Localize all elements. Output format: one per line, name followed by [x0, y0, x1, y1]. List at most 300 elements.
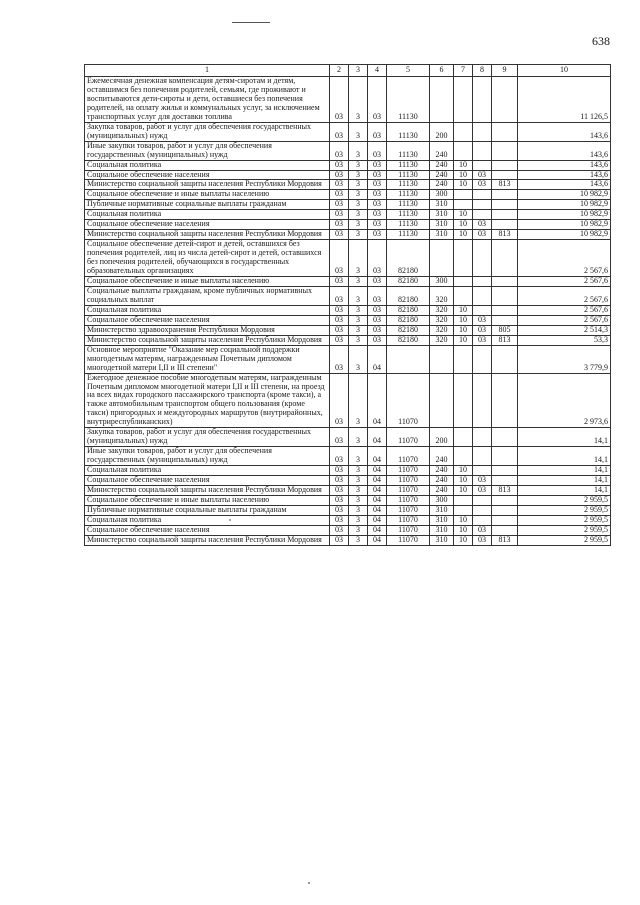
code-cell: 3	[349, 141, 368, 160]
code-cell: 3	[349, 466, 368, 476]
code-cell	[492, 240, 518, 277]
code-cell: 03	[473, 325, 492, 335]
code-cell: 240	[430, 447, 454, 466]
code-cell: 10	[454, 305, 473, 315]
code-cell	[430, 240, 454, 277]
code-cell: 11070	[387, 466, 430, 476]
page-number: 638	[592, 34, 610, 48]
code-cell: 03	[368, 230, 387, 240]
header-cell: 4	[368, 65, 387, 77]
code-cell: 11130	[387, 220, 430, 230]
code-cell: 03	[330, 495, 349, 505]
code-cell	[473, 305, 492, 315]
amount-cell: 14,1	[518, 466, 611, 476]
header-cell: 2	[330, 65, 349, 77]
code-cell: 310	[430, 535, 454, 545]
table-row	[85, 315, 611, 325]
code-cell: 03	[330, 160, 349, 170]
code-cell: 3	[349, 277, 368, 287]
table-row	[85, 200, 611, 210]
code-cell: 3	[349, 286, 368, 305]
code-cell: 11130	[387, 141, 430, 160]
code-cell: 3	[349, 345, 368, 373]
code-cell: 11070	[387, 525, 430, 535]
code-cell: 04	[368, 466, 387, 476]
code-cell: 3	[349, 220, 368, 230]
code-cell: 82180	[387, 335, 430, 345]
code-cell: 03	[473, 476, 492, 486]
amount-cell: 2 567,6	[518, 286, 611, 305]
code-cell	[492, 305, 518, 315]
code-cell: 03	[368, 240, 387, 277]
table-row	[85, 515, 611, 525]
code-cell: 11130	[387, 190, 430, 200]
code-cell	[454, 286, 473, 305]
code-cell: 11130	[387, 170, 430, 180]
code-cell: 03	[330, 240, 349, 277]
code-cell	[492, 122, 518, 141]
code-cell: 03	[368, 277, 387, 287]
code-cell: 03	[368, 220, 387, 230]
code-cell: 03	[330, 305, 349, 315]
row-label: Социальное обеспечение населения	[85, 525, 330, 535]
code-cell	[492, 447, 518, 466]
table-row	[85, 190, 611, 200]
code-cell: 03	[330, 220, 349, 230]
code-cell: 300	[430, 495, 454, 505]
code-cell: 11070	[387, 505, 430, 515]
code-cell	[492, 505, 518, 515]
code-cell	[454, 122, 473, 141]
code-cell: 240	[430, 476, 454, 486]
code-cell: 310	[430, 220, 454, 230]
code-cell: 03	[330, 466, 349, 476]
code-cell: 11130	[387, 180, 430, 190]
code-cell: 10	[454, 476, 473, 486]
row-label: Закупка товаров, работ и услуг для обеспечения государственных (муниципальных) нужд	[85, 428, 330, 447]
code-cell: 240	[430, 466, 454, 476]
code-cell: 3	[349, 210, 368, 220]
row-label: Иные закупки товаров, работ и услуг для обеспечения государственных (муниципальных) нужд	[85, 141, 330, 160]
table-row	[85, 495, 611, 505]
amount-cell: 53,3	[518, 335, 611, 345]
table-row	[85, 160, 611, 170]
code-cell: 3	[349, 315, 368, 325]
row-label: Министерство социальной защиты населения Республики Мордовия	[85, 535, 330, 545]
row-label: Публичные нормативные социальные выплаты гражданам	[85, 200, 330, 210]
row-label: Социальные выплаты гражданам, кроме публичных нормативных социальных выплат	[85, 286, 330, 305]
code-cell: 03	[330, 428, 349, 447]
code-cell: 3	[349, 230, 368, 240]
code-cell: 10	[454, 160, 473, 170]
header-cell: 6	[430, 65, 454, 77]
code-cell: 10	[454, 210, 473, 220]
code-cell: 82180	[387, 286, 430, 305]
code-cell: 03	[330, 286, 349, 305]
code-cell: 03	[368, 200, 387, 210]
code-cell	[430, 345, 454, 373]
code-cell: 03	[330, 373, 349, 428]
code-cell: 3	[349, 535, 368, 545]
amount-cell: 2 567,6	[518, 305, 611, 315]
code-cell: 03	[473, 535, 492, 545]
amount-cell: 3 779,9	[518, 345, 611, 373]
table-row	[85, 466, 611, 476]
code-cell	[473, 447, 492, 466]
amount-cell: 2 959,5	[518, 515, 611, 525]
code-cell	[473, 345, 492, 373]
row-label: Социальная политика	[85, 210, 330, 220]
code-cell: 82180	[387, 325, 430, 335]
row-label: Иные закупки товаров, работ и услуг для обеспечения государственных (муниципальных) нужд	[85, 447, 330, 466]
table-row	[85, 240, 611, 277]
code-cell: 11130	[387, 160, 430, 170]
code-cell	[454, 447, 473, 466]
header-cell: 10	[518, 65, 611, 77]
table-row	[85, 447, 611, 466]
code-cell: 813	[492, 485, 518, 495]
table-row	[85, 180, 611, 190]
code-cell: 03	[330, 180, 349, 190]
table-row	[85, 485, 611, 495]
code-cell: 10	[454, 466, 473, 476]
code-cell	[454, 200, 473, 210]
code-cell	[473, 495, 492, 505]
code-cell: 11070	[387, 373, 430, 428]
code-cell	[492, 373, 518, 428]
code-cell: 3	[349, 335, 368, 345]
code-cell: 3	[349, 447, 368, 466]
code-cell: 04	[368, 525, 387, 535]
code-cell: 3	[349, 476, 368, 486]
code-cell: 3	[349, 305, 368, 315]
code-cell: 03	[330, 122, 349, 141]
header-cell: 3	[349, 65, 368, 77]
amount-cell: 10 982,9	[518, 210, 611, 220]
header-row	[85, 65, 611, 77]
code-cell: 3	[349, 485, 368, 495]
table-row	[85, 428, 611, 447]
amount-cell: 2 959,5	[518, 535, 611, 545]
code-cell: 10	[454, 485, 473, 495]
code-cell: 813	[492, 230, 518, 240]
amount-cell: 143,6	[518, 141, 611, 160]
code-cell: 03	[330, 525, 349, 535]
code-cell: 10	[454, 325, 473, 335]
code-cell: 310	[430, 230, 454, 240]
code-cell: 03	[368, 325, 387, 335]
header-cell: 8	[473, 65, 492, 77]
code-cell: 03	[368, 335, 387, 345]
header-cell: 9	[492, 65, 518, 77]
table-row	[85, 141, 611, 160]
code-cell	[492, 277, 518, 287]
code-cell: 813	[492, 180, 518, 190]
amount-cell: 2 514,3	[518, 325, 611, 335]
code-cell: 03	[473, 335, 492, 345]
code-cell: 03	[330, 170, 349, 180]
row-label: Социальное обеспечение детей-сирот и детей, оставшихся без попечения родителей, лиц из числа детей-сирот и детей, оставшихся без попечения родителей, обучающихся в государственных образовательных организациях	[85, 240, 330, 277]
amount-cell: 143,6	[518, 160, 611, 170]
code-cell: 03	[330, 505, 349, 515]
amount-cell: 14,1	[518, 485, 611, 495]
row-label: Министерство социальной защиты населения Республики Мордовия	[85, 230, 330, 240]
code-cell	[492, 315, 518, 325]
code-cell	[492, 428, 518, 447]
table-row	[85, 373, 611, 428]
code-cell: 11130	[387, 200, 430, 210]
code-cell: 10	[454, 335, 473, 345]
code-cell: 310	[430, 515, 454, 525]
code-cell: 11070	[387, 476, 430, 486]
row-label: Социальное обеспечение населения	[85, 220, 330, 230]
code-cell: 03	[368, 170, 387, 180]
amount-cell: 11 126,5	[518, 77, 611, 123]
code-cell: 82180	[387, 315, 430, 325]
code-cell: 04	[368, 428, 387, 447]
code-cell: 03	[473, 170, 492, 180]
code-cell	[473, 190, 492, 200]
code-cell: 04	[368, 535, 387, 545]
code-cell: 03	[368, 286, 387, 305]
code-cell	[492, 345, 518, 373]
code-cell: 10	[454, 220, 473, 230]
code-cell: 04	[368, 447, 387, 466]
code-cell: 11070	[387, 515, 430, 525]
table-row	[85, 230, 611, 240]
code-cell: 240	[430, 141, 454, 160]
code-cell	[492, 160, 518, 170]
code-cell: 3	[349, 180, 368, 190]
row-label: Основное мероприятие "Оказание мер социальной поддержки многодетным матерям, награжденным Почетным дипломом многодетной матери I,II и III степени"	[85, 345, 330, 373]
table-row	[85, 77, 611, 123]
amount-cell: 10 982,9	[518, 190, 611, 200]
code-cell: 310	[430, 525, 454, 535]
code-cell	[492, 141, 518, 160]
code-cell: 03	[368, 210, 387, 220]
code-cell: 03	[473, 485, 492, 495]
code-cell: 320	[430, 335, 454, 345]
table-row	[85, 345, 611, 373]
code-cell: 04	[368, 476, 387, 486]
code-cell: 240	[430, 485, 454, 495]
table-row	[85, 122, 611, 141]
code-cell: 310	[430, 200, 454, 210]
code-cell: 03	[330, 190, 349, 200]
table-row	[85, 277, 611, 287]
row-label: Социальное обеспечение населения	[85, 170, 330, 180]
table-row	[85, 170, 611, 180]
code-cell: 03	[330, 485, 349, 495]
code-cell: 03	[330, 315, 349, 325]
code-cell: 03	[368, 160, 387, 170]
code-cell: 10	[454, 515, 473, 525]
code-cell: 10	[454, 315, 473, 325]
code-cell: 04	[368, 505, 387, 515]
code-cell	[454, 141, 473, 160]
code-cell: 03	[330, 77, 349, 123]
table-row	[85, 286, 611, 305]
row-label: Социальная политика	[85, 466, 330, 476]
row-label: Министерство социальной защиты населения Республики Мордовия	[85, 485, 330, 495]
code-cell	[492, 286, 518, 305]
table-row	[85, 220, 611, 230]
code-cell: 03	[330, 535, 349, 545]
row-label: Социальное обеспечение и иные выплаты населению	[85, 277, 330, 287]
amount-cell: 143,6	[518, 180, 611, 190]
code-cell: 04	[368, 345, 387, 373]
code-cell: 82180	[387, 240, 430, 277]
code-cell: 03	[473, 220, 492, 230]
code-cell: 10	[454, 180, 473, 190]
code-cell: 11130	[387, 230, 430, 240]
code-cell: 11070	[387, 495, 430, 505]
code-cell: 03	[368, 180, 387, 190]
code-cell	[473, 141, 492, 160]
code-cell: 3	[349, 122, 368, 141]
code-cell: 3	[349, 515, 368, 525]
code-cell: 03	[330, 325, 349, 335]
budget-table	[84, 64, 611, 546]
row-label: Ежемесячная денежная компенсация детям-сиротам и детям, оставшимся без попечения родителей, семьям, где проживают и воспитываются дети-сироты и дети, оставшиеся без попечения родителей, на оплату жилья и коммунальных услуг, за исключением транспортных услуг для доставки топлива	[85, 77, 330, 123]
table-row	[85, 335, 611, 345]
row-label: Министерство здравоохранения Республики Мордовия	[85, 325, 330, 335]
code-cell: 3	[349, 240, 368, 277]
code-cell: 03	[473, 180, 492, 190]
code-cell: 03	[330, 447, 349, 466]
amount-cell: 2 959,5	[518, 525, 611, 535]
code-cell: 03	[330, 515, 349, 525]
code-cell: 320	[430, 325, 454, 335]
code-cell: 240	[430, 180, 454, 190]
code-cell: 3	[349, 160, 368, 170]
amount-cell: 2 567,6	[518, 315, 611, 325]
code-cell: 11130	[387, 77, 430, 123]
row-label: Социальная политика	[85, 515, 330, 525]
code-cell	[454, 240, 473, 277]
code-cell: 11130	[387, 122, 430, 141]
code-cell	[492, 210, 518, 220]
amount-cell: 14,1	[518, 447, 611, 466]
code-cell	[454, 345, 473, 373]
amount-cell: 14,1	[518, 428, 611, 447]
code-cell: 813	[492, 335, 518, 345]
row-label: Социальное обеспечение населения	[85, 315, 330, 325]
code-cell	[454, 277, 473, 287]
row-label: Министерство социальной защиты населения Республики Мордовия	[85, 335, 330, 345]
code-cell: 11070	[387, 485, 430, 495]
code-cell: 3	[349, 190, 368, 200]
code-cell	[454, 495, 473, 505]
code-cell	[454, 190, 473, 200]
code-cell: 11070	[387, 447, 430, 466]
amount-cell: 10 982,9	[518, 200, 611, 210]
table-row	[85, 325, 611, 335]
row-label: Социальное обеспечение и иные выплаты населению	[85, 190, 330, 200]
header-cell: 5	[387, 65, 430, 77]
code-cell: 03	[368, 141, 387, 160]
code-cell	[473, 122, 492, 141]
code-cell: 04	[368, 373, 387, 428]
table-row	[85, 525, 611, 535]
code-cell: 3	[349, 170, 368, 180]
code-cell: 3	[349, 200, 368, 210]
code-cell: 03	[368, 77, 387, 123]
code-cell: 3	[349, 77, 368, 123]
code-cell	[473, 466, 492, 476]
code-cell: 10	[454, 230, 473, 240]
code-cell	[430, 373, 454, 428]
code-cell: 04	[368, 495, 387, 505]
amount-cell: 2 567,6	[518, 240, 611, 277]
amount-cell: 10 982,9	[518, 230, 611, 240]
code-cell: 240	[430, 160, 454, 170]
code-cell: 310	[430, 210, 454, 220]
code-cell	[473, 200, 492, 210]
code-cell: 805	[492, 325, 518, 335]
row-label: Закупка товаров, работ и услуг для обеспечения государственных (муниципальных) нужд	[85, 122, 330, 141]
code-cell: 320	[430, 305, 454, 315]
amount-cell: 2 973,6	[518, 373, 611, 428]
code-cell: 03	[473, 315, 492, 325]
code-cell: 300	[430, 277, 454, 287]
code-cell: 03	[473, 525, 492, 535]
code-cell: 300	[430, 190, 454, 200]
code-cell: 04	[368, 485, 387, 495]
code-cell	[454, 505, 473, 515]
table-row	[85, 305, 611, 315]
top-rule	[232, 22, 270, 23]
amount-cell: 143,6	[518, 170, 611, 180]
amount-cell: 2 959,5	[518, 505, 611, 515]
amount-cell: 2 959,5	[518, 495, 611, 505]
code-cell	[492, 495, 518, 505]
code-cell	[473, 373, 492, 428]
code-cell	[492, 190, 518, 200]
code-cell: 200	[430, 122, 454, 141]
scan-speck	[229, 519, 231, 521]
row-label: Социальная политика	[85, 160, 330, 170]
code-cell: 3	[349, 325, 368, 335]
code-cell	[492, 476, 518, 486]
table-row	[85, 535, 611, 545]
amount-cell: 10 982,9	[518, 220, 611, 230]
code-cell: 3	[349, 505, 368, 515]
code-cell: 82180	[387, 305, 430, 315]
code-cell: 03	[330, 141, 349, 160]
code-cell	[473, 240, 492, 277]
table-row	[85, 210, 611, 220]
code-cell: 03	[368, 190, 387, 200]
code-cell	[473, 160, 492, 170]
code-cell: 310	[430, 505, 454, 515]
code-cell: 03	[330, 277, 349, 287]
code-cell: 03	[330, 476, 349, 486]
row-label: Министерство социальной защиты населения Республики Мордовия	[85, 180, 330, 190]
code-cell	[492, 200, 518, 210]
code-cell: 3	[349, 495, 368, 505]
code-cell: 03	[330, 230, 349, 240]
row-label: Ежегодное денежное пособие многодетным матерям, награжденным Почетным дипломом многодетной матери I,II и III степени, на проезд на всех видах городского пассажирского транспорта (кроме такси), а также автомобильным транспортом общего пользования (кроме такси) пригородных и междугородных маршрутов (внутрирайонных, внутриреспубликанских)	[85, 373, 330, 428]
code-cell: 03	[368, 122, 387, 141]
code-cell: 813	[492, 535, 518, 545]
row-label: Социальное обеспечение населения	[85, 476, 330, 486]
code-cell: 10	[454, 170, 473, 180]
row-label: Социальное обеспечение и иные выплаты населению	[85, 495, 330, 505]
code-cell: 03	[330, 200, 349, 210]
code-cell	[387, 345, 430, 373]
code-cell: 3	[349, 428, 368, 447]
